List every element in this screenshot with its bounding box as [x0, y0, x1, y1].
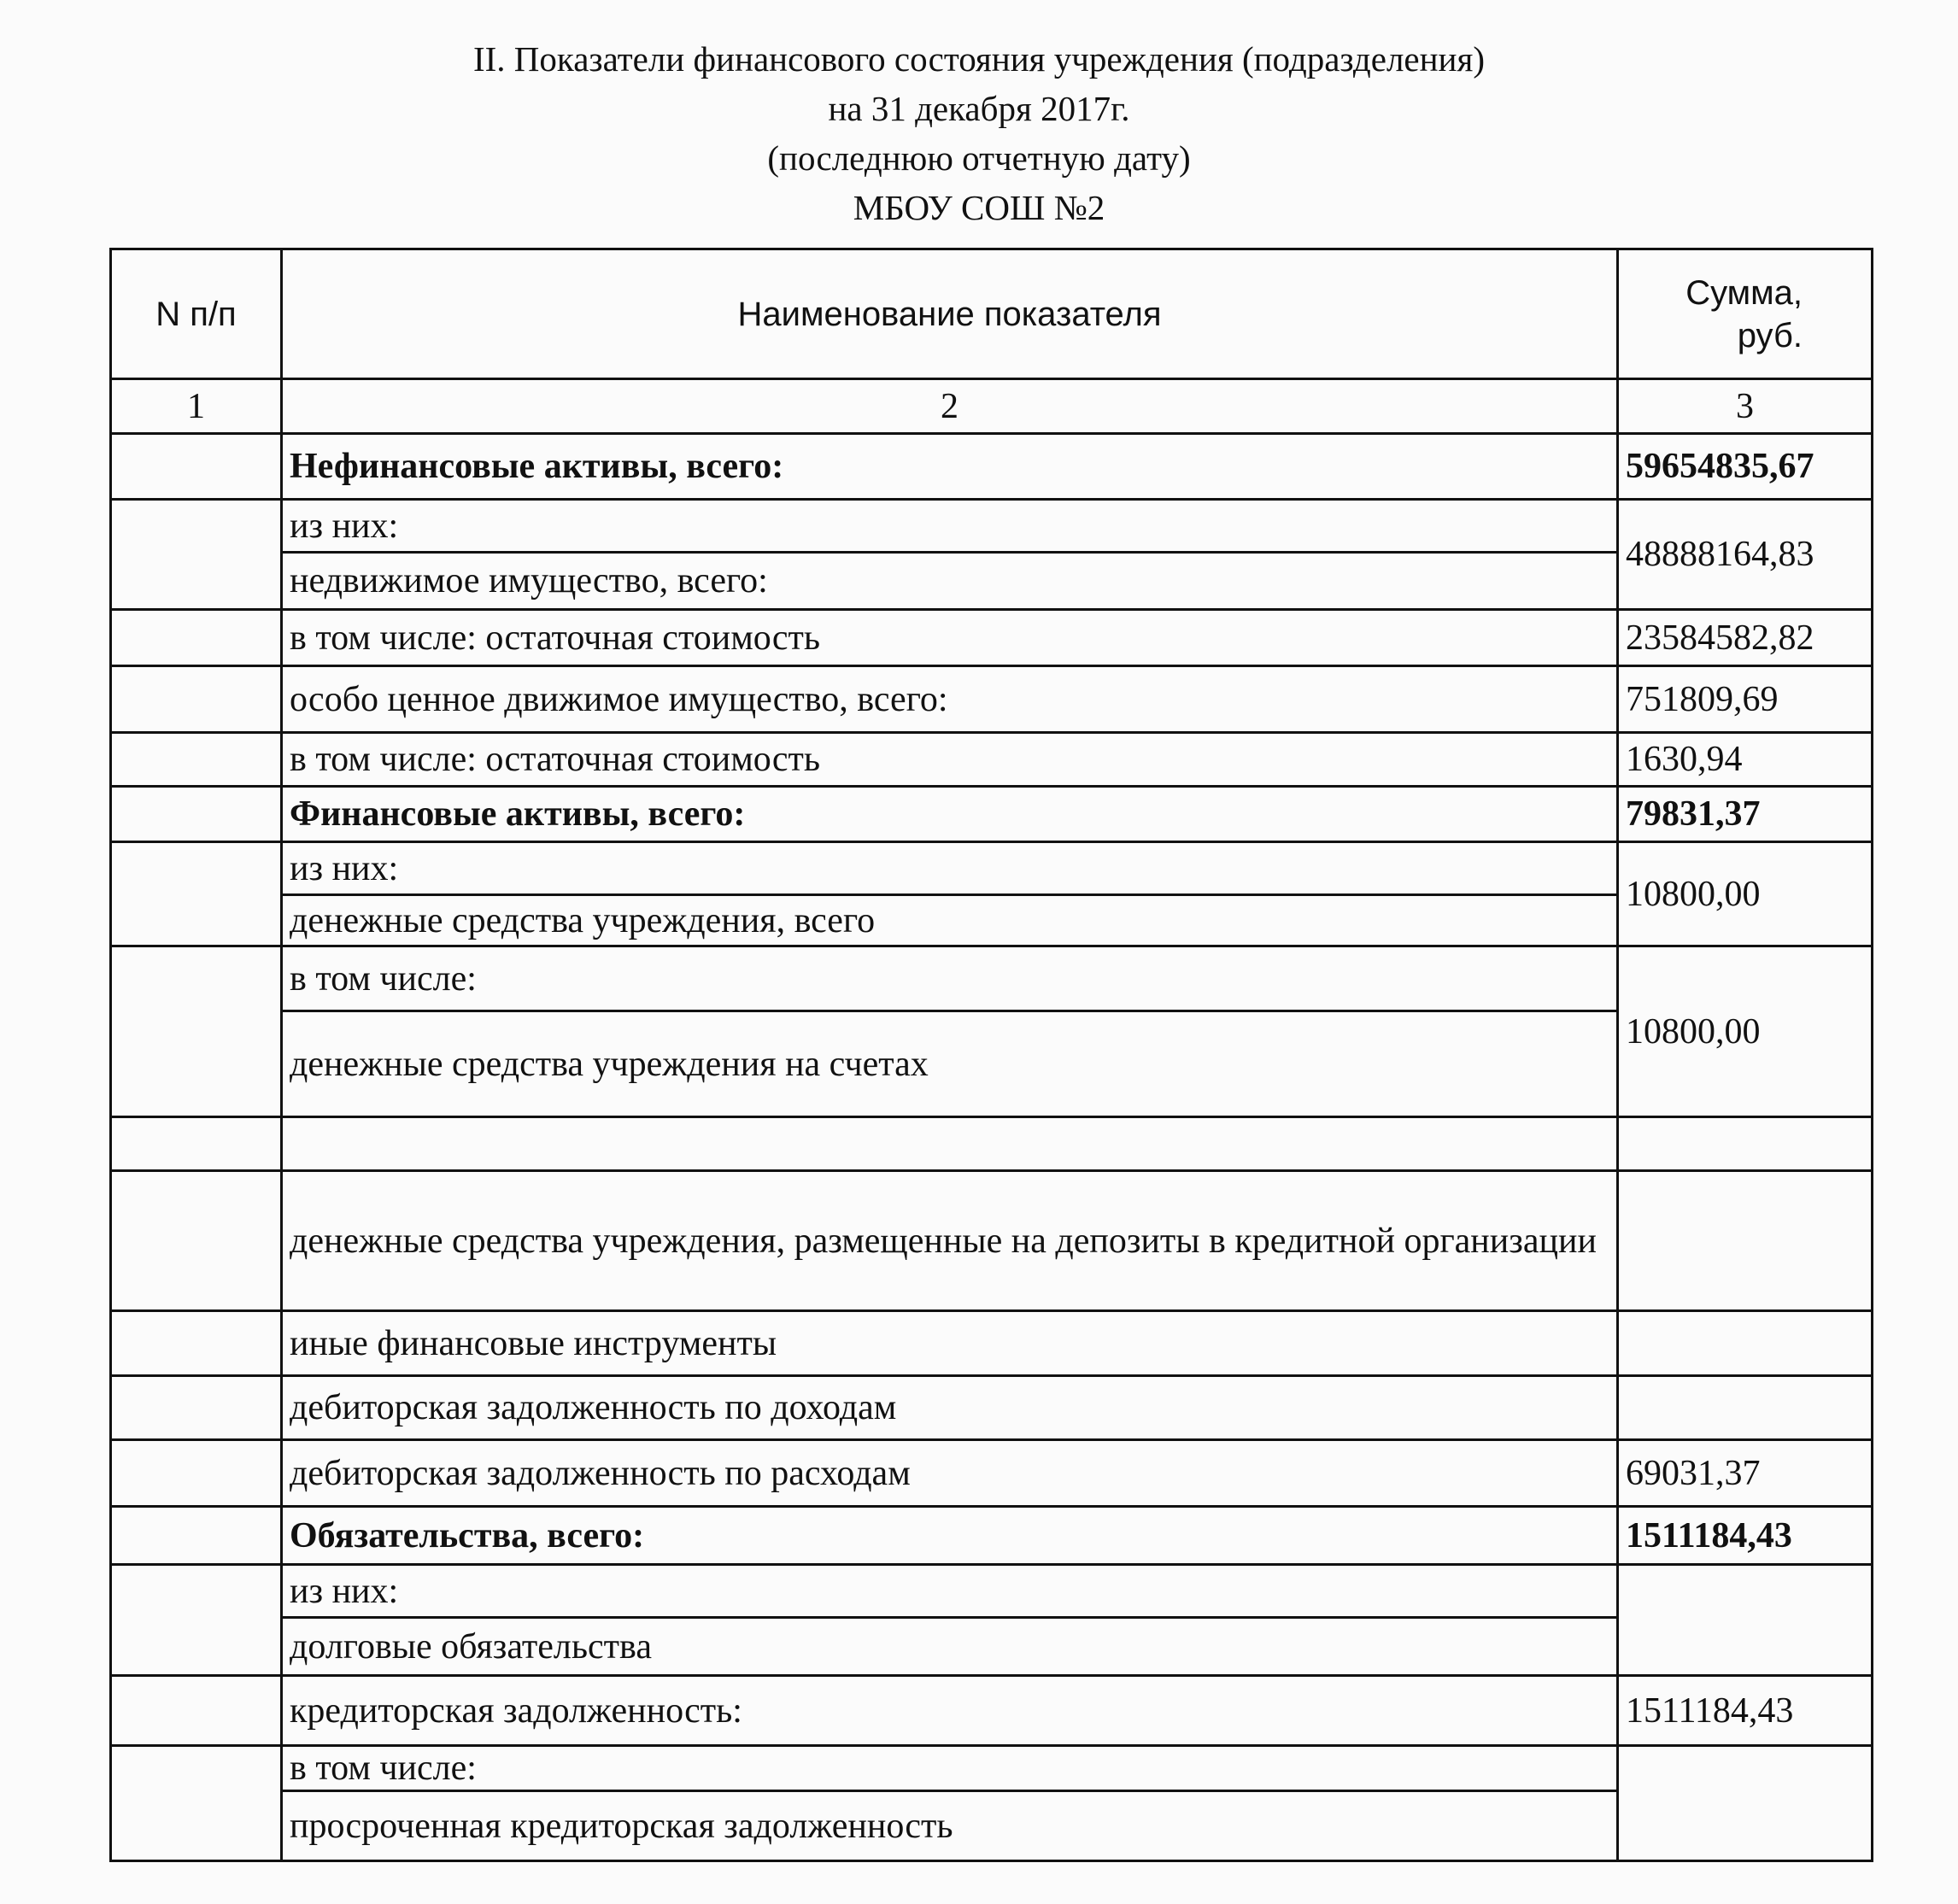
table-row [111, 1171, 1873, 1311]
row-value: 1511184,43 [1618, 1676, 1873, 1746]
row-label: из них: [282, 1565, 1618, 1618]
table-row [111, 1507, 1873, 1565]
document-title [0, 34, 1958, 232]
row-label: денежные средства учреждения на счетах [282, 1011, 1618, 1117]
table-row [111, 1791, 1873, 1861]
row-num-cell [111, 1676, 282, 1746]
row-label: дебиторская задолженность по доходам [282, 1376, 1618, 1440]
table-row [111, 553, 1873, 610]
row-num-cell [111, 946, 282, 1117]
title-line-1: II. Показатели финансового состояния учреждения (подразделения) [472, 39, 1485, 79]
row-label: в том числе: остаточная стоимость [282, 610, 1618, 666]
row-num-cell [111, 1746, 282, 1861]
table-row [111, 895, 1873, 946]
row-num-cell [111, 1376, 282, 1440]
row-value: 10800,00 [1618, 842, 1873, 946]
row-label: иные финансовые инструменты [282, 1311, 1618, 1376]
row-num-cell [111, 1117, 282, 1171]
column-number-row [111, 379, 1873, 434]
header-sum [1618, 249, 1873, 379]
row-value: 1630,94 [1618, 733, 1873, 787]
row-num-cell [111, 666, 282, 733]
row-num-cell [111, 787, 282, 842]
row-num-cell [111, 733, 282, 787]
row-num-cell [111, 610, 282, 666]
table-row [111, 1440, 1873, 1507]
row-value: 10800,00 [1618, 946, 1873, 1117]
row-value: 48888164,83 [1618, 500, 1873, 610]
row-value [1618, 1565, 1873, 1676]
row-num-cell [111, 1507, 282, 1565]
row-label: в том числе: [282, 946, 1618, 1011]
table-row [111, 666, 1873, 733]
row-label: Нефинансовые активы, всего: [282, 434, 1618, 500]
table-row [111, 1311, 1873, 1376]
table-row [111, 1746, 1873, 1791]
row-label: просроченная кредиторская задолженность [282, 1791, 1618, 1861]
table-row [111, 610, 1873, 666]
row-label: особо ценное движимое имущество, всего: [282, 666, 1618, 733]
financial-indicators-table [109, 248, 1873, 1862]
row-value: 79831,37 [1618, 787, 1873, 842]
row-label: Обязательства, всего: [282, 1507, 1618, 1565]
row-label: дебиторская задолженность по расходам [282, 1440, 1618, 1507]
row-num-cell [111, 434, 282, 500]
row-label: кредиторская задолженность: [282, 1676, 1618, 1746]
header-sum-line2: руб. [1737, 316, 1803, 354]
row-num-cell [111, 1311, 282, 1376]
table-row [111, 1117, 1873, 1171]
table-row [111, 842, 1873, 895]
title-line-3: (последнюю отчетную дату) [767, 138, 1191, 178]
header-name: Наименование показателя [282, 249, 1618, 379]
row-value [1618, 1746, 1873, 1861]
row-num-cell [111, 500, 282, 610]
header-sum-line1: Сумма, [1685, 273, 1803, 312]
row-value: 751809,69 [1618, 666, 1873, 733]
row-label: денежные средства учреждения, всего [282, 895, 1618, 946]
row-num-cell [111, 1565, 282, 1676]
col-number-1: 1 [111, 379, 282, 434]
table-row [111, 1618, 1873, 1676]
row-label [282, 1117, 1618, 1171]
row-label: недвижимое имущество, всего: [282, 553, 1618, 610]
row-label: из них: [282, 842, 1618, 895]
table-row [111, 733, 1873, 787]
row-label: Финансовые активы, всего: [282, 787, 1618, 842]
table-row [111, 946, 1873, 1011]
row-label: в том числе: [282, 1746, 1618, 1791]
row-value: 69031,37 [1618, 1440, 1873, 1507]
row-num-cell [111, 1171, 282, 1311]
table-row [111, 1676, 1873, 1746]
title-line-4: МБОУ СОШ №2 [853, 188, 1105, 227]
table-header-row [111, 249, 1873, 379]
table-row [111, 1376, 1873, 1440]
col-number-2: 2 [282, 379, 1618, 434]
row-value [1618, 1376, 1873, 1440]
table-row [111, 1565, 1873, 1618]
row-value: 59654835,67 [1618, 434, 1873, 500]
table-row [111, 787, 1873, 842]
row-label: из них: [282, 500, 1618, 553]
col-number-3: 3 [1618, 379, 1873, 434]
row-num-cell [111, 842, 282, 946]
row-value: 1511184,43 [1618, 1507, 1873, 1565]
table-row [111, 434, 1873, 500]
table-row [111, 1011, 1873, 1117]
row-value [1618, 1117, 1873, 1171]
row-num-cell [111, 1440, 282, 1507]
row-label: долговые обязательства [282, 1618, 1618, 1676]
title-line-2: на 31 декабря 2017г. [828, 89, 1130, 128]
row-value [1618, 1171, 1873, 1311]
row-value: 23584582,82 [1618, 610, 1873, 666]
row-label: денежные средства учреждения, размещенные на депозиты в кредитной организации [282, 1171, 1618, 1311]
table-row [111, 500, 1873, 553]
row-label: в том числе: остаточная стоимость [282, 733, 1618, 787]
header-num: N п/п [111, 249, 282, 379]
row-value [1618, 1311, 1873, 1376]
